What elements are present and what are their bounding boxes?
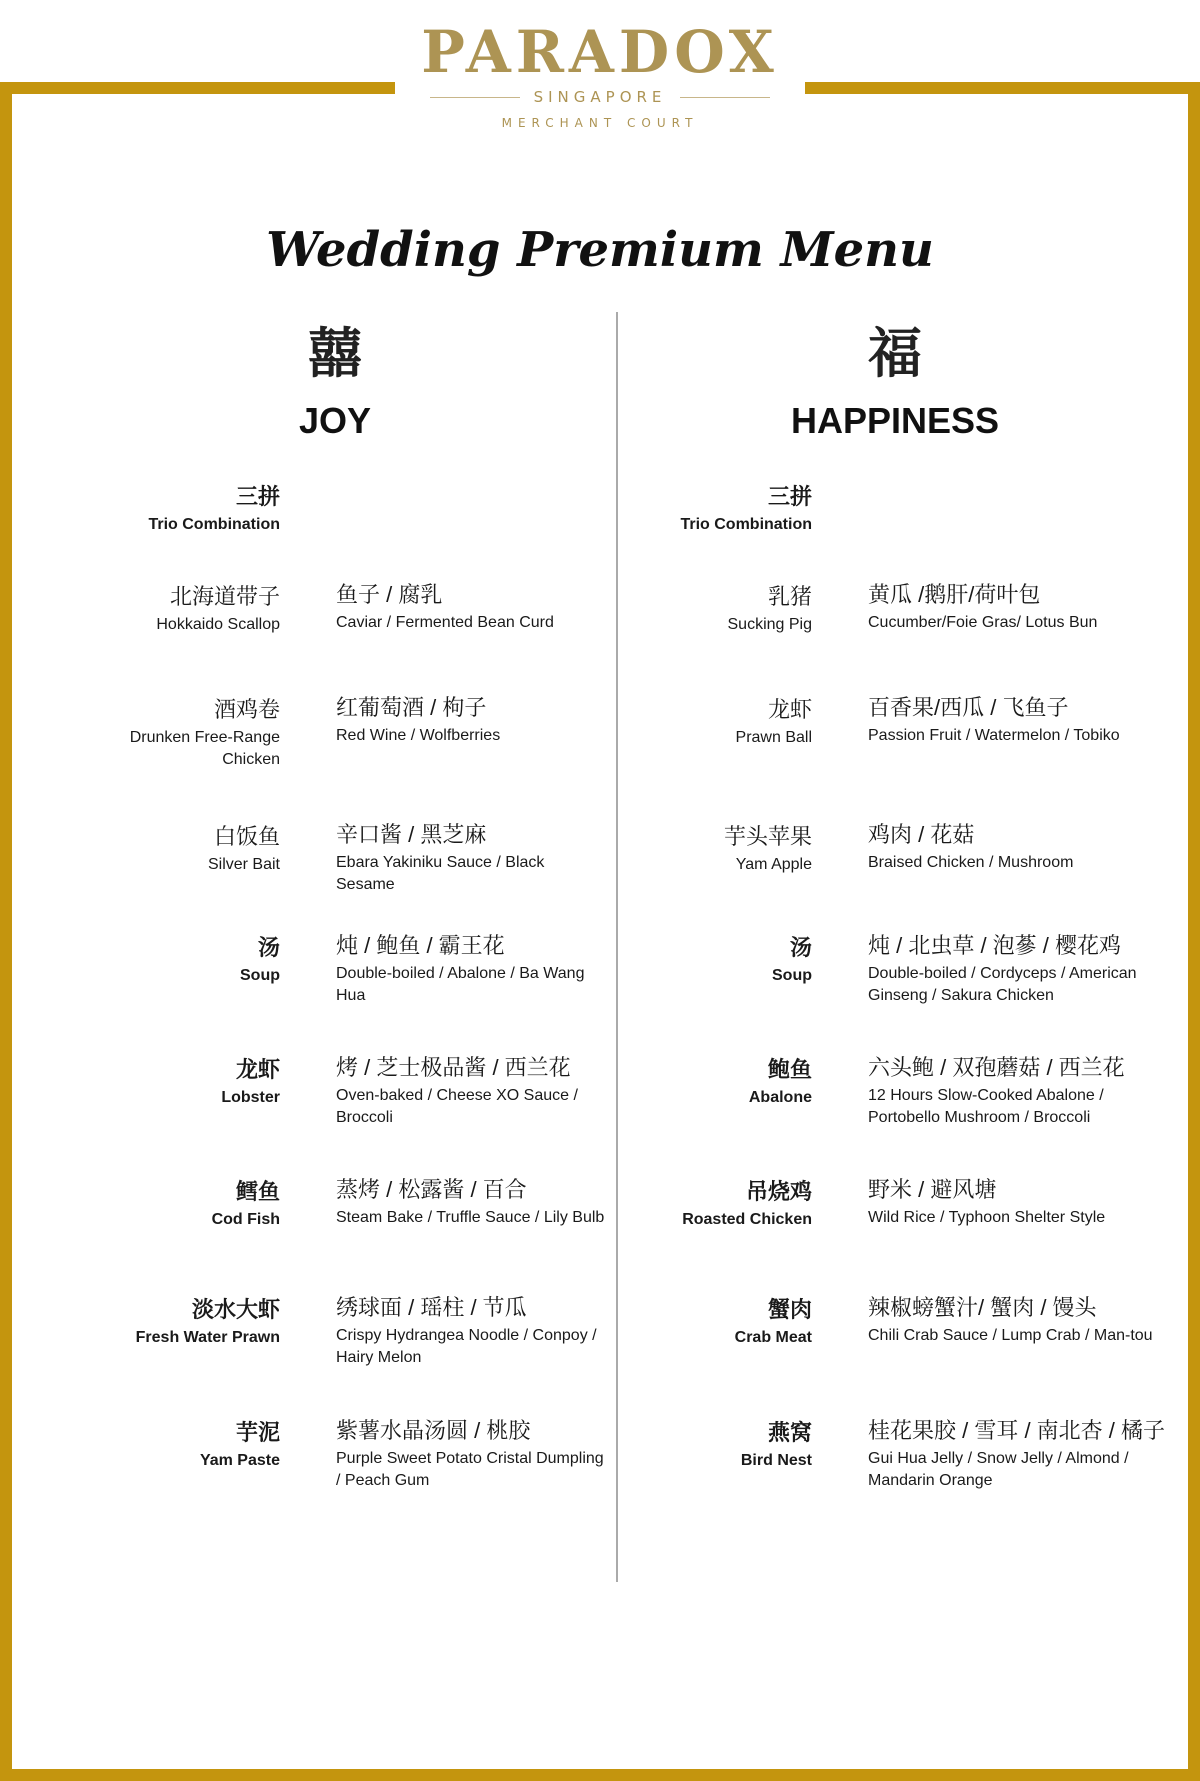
dish-name: [612, 1177, 812, 1231]
dish-description-en: Braised Chicken / Mushroom: [868, 854, 1074, 871]
dish-name-en: Fresh Water Prawn: [135, 1329, 280, 1346]
dish-name-zh: 鳕鱼: [235, 1179, 280, 1204]
column-title-en: HAPPINESS: [790, 400, 1000, 441]
dish-description-zh: 野米 / 避风塘: [868, 1177, 997, 1202]
menu-title: Wedding Premium Menu: [266, 222, 934, 278]
dish-description-en: Crispy Hydrangea Noodle / Conpoy / Hairy Melon: [336, 1327, 597, 1366]
dish-description-en: Gui Hua Jelly / Snow Jelly / Almond / Mandarin Orange: [868, 1450, 1129, 1489]
dish-name-zh: 鲍鱼: [767, 1057, 812, 1082]
dish-description: [336, 1053, 606, 1129]
dish-description-en: Caviar / Fermented Bean Curd: [336, 614, 554, 631]
dish-description-en: Oven-baked / Cheese XO Sauce / Broccoli: [336, 1087, 578, 1126]
dish-description-en: 12 Hours Slow-Cooked Abalone / Portobello Mushroom / Broccoli: [868, 1087, 1104, 1126]
dish-description: [336, 1416, 606, 1492]
dish-name: [80, 582, 280, 636]
brand-city-row: [395, 88, 805, 106]
logo-rule-right: [680, 97, 770, 98]
dish-description-en: Steam Bake / Truffle Sauce / Lily Bulb: [336, 1209, 605, 1226]
dish-description-zh: 黄瓜 /鹅肝/荷叶包: [868, 582, 1041, 607]
dish-description-en: Ebara Yakiniku Sauce / Black Sesame: [336, 854, 545, 893]
dish-name: [80, 1177, 280, 1231]
dish-description-zh: 绣球面 / 瑶柱 / 节瓜: [336, 1295, 527, 1320]
dish-name: [80, 1295, 280, 1349]
dish-description-zh: 辣椒螃蟹汁/ 蟹肉 / 馒头: [868, 1295, 1097, 1320]
dish-name-zh: 龙虾: [767, 697, 812, 722]
dish-name: [80, 933, 280, 987]
dish-description: [336, 820, 606, 896]
dish-description-zh: 六头鲍 / 双孢蘑菇 / 西兰花: [868, 1055, 1125, 1080]
dish-description: [336, 1175, 606, 1229]
dish-name: [612, 1418, 812, 1472]
dish-description-en: Cucumber/Foie Gras/ Lotus Bun: [868, 614, 1098, 631]
dish-name-zh: 酒鸡卷: [213, 697, 280, 722]
dish-description: [336, 931, 606, 1007]
dish-name-zh: 淡水大虾: [191, 1297, 280, 1322]
dish-name-en: Drunken Free-Range Chicken: [129, 729, 280, 768]
dish-name: [612, 482, 812, 536]
dish-name-zh: 龙虾: [235, 1057, 280, 1082]
dish-description: [336, 1293, 606, 1369]
dish-description-zh: 百香果/西瓜 / 飞鱼子: [868, 695, 1069, 720]
dish-name-en: Trio Combination: [148, 516, 280, 533]
dish-name: [612, 582, 812, 636]
dish-name-zh: 蟹肉: [767, 1297, 812, 1322]
dish-name-en: Hokkaido Scallop: [156, 616, 280, 633]
dish-name-en: Silver Bait: [207, 856, 280, 873]
dish-description-zh: 红葡萄酒 / 枸子: [336, 695, 487, 720]
dish-description: [868, 580, 1173, 634]
dish-description: [868, 820, 1173, 874]
dish-description-zh: 炖 / 北虫草 / 泡蔘 / 樱花鸡: [868, 933, 1122, 958]
dish-description-zh: 蒸烤 / 松露酱 / 百合: [336, 1177, 527, 1202]
dish-name-zh: 汤: [789, 935, 812, 960]
dish-description: [868, 1053, 1173, 1129]
dish-name-zh: 汤: [257, 935, 280, 960]
dish-name-en: Yam Apple: [735, 856, 812, 873]
dish-description: [336, 693, 606, 747]
dish-description-zh: 桂花果胶 / 雪耳 / 南北杏 / 橘子: [868, 1418, 1166, 1443]
dish-name: [80, 695, 280, 771]
dish-description-en: Red Wine / Wolfberries: [336, 727, 501, 744]
dish-name: [80, 1418, 280, 1472]
dish-name-en: Cod Fish: [211, 1211, 280, 1228]
dish-name-en: Soup: [240, 967, 280, 984]
dish-description: [868, 693, 1173, 747]
dish-name-zh: 白饭鱼: [213, 824, 280, 849]
dish-description-en: Double-boiled / Abalone / Ba Wang Hua: [336, 965, 585, 1004]
logo-rule-left: [430, 97, 520, 98]
dish-description-en: Wild Rice / Typhoon Shelter Style: [868, 1209, 1106, 1226]
dish-name: [80, 822, 280, 876]
dish-description-zh: 鱼子 / 腐乳: [336, 582, 443, 607]
dish-name: [612, 1055, 812, 1109]
dish-name-en: Prawn Ball: [735, 729, 812, 746]
dish-description-en: Chili Crab Sauce / Lump Crab / Man-tou: [868, 1327, 1153, 1344]
dish-name-en: Yam Paste: [199, 1452, 280, 1469]
dish-name-en: Lobster: [221, 1089, 280, 1106]
column-title-zh: 囍: [308, 324, 362, 384]
dish-description-zh: 炖 / 鲍鱼 / 霸王花: [336, 933, 505, 958]
dish-name-en: Trio Combination: [680, 516, 812, 533]
dish-name: [612, 933, 812, 987]
dish-name-zh: 芋头苹果: [723, 824, 812, 849]
dish-name: [80, 482, 280, 536]
dish-name-en: Sucking Pig: [727, 616, 812, 633]
dish-description: [868, 931, 1173, 1007]
dish-description: [868, 1175, 1173, 1229]
brand-city: SINGAPORE: [533, 88, 667, 106]
dish-name-en: Abalone: [748, 1089, 812, 1106]
dish-name-zh: 燕窝: [767, 1420, 812, 1445]
dish-name: [80, 1055, 280, 1109]
dish-description-zh: 烤 / 芝士极品酱 / 西兰花: [336, 1055, 571, 1080]
brand-logo: [395, 18, 805, 130]
dish-name-zh: 北海道带子: [169, 584, 280, 609]
dish-description-en: Passion Fruit / Watermelon / Tobiko: [868, 727, 1120, 744]
dish-description-en: Purple Sweet Potato Cristal Dumpling / Peach Gum: [336, 1450, 604, 1489]
brand-name: PARADOX: [421, 18, 779, 86]
dish-name-en: Soup: [772, 967, 812, 984]
dish-name: [612, 695, 812, 749]
dish-description-en: Double-boiled / Cordyceps / American Ginseng / Sakura Chicken: [868, 965, 1137, 1004]
dish-name-en: Roasted Chicken: [682, 1211, 812, 1228]
dish-name-zh: 三拼: [767, 484, 812, 509]
column-title-zh: 福: [868, 324, 922, 384]
dish-description-zh: 鸡肉 / 花菇: [868, 822, 975, 847]
dish-description-zh: 紫薯水晶汤圆 / 桃胶: [336, 1418, 531, 1443]
dish-name-zh: 芋泥: [235, 1420, 280, 1445]
column-header-joy: [185, 322, 485, 442]
dish-description: [336, 580, 606, 634]
dish-name-zh: 三拼: [235, 484, 280, 509]
dish-name-zh: 乳猪: [767, 584, 812, 609]
dish-name-en: Crab Meat: [734, 1329, 812, 1346]
dish-name: [612, 1295, 812, 1349]
dish-name-en: Bird Nest: [740, 1452, 812, 1469]
dish-description-zh: 辛口酱 / 黑芝麻: [336, 822, 487, 847]
dish-name: [612, 822, 812, 876]
dish-description: [868, 1293, 1173, 1347]
column-title-en: JOY: [298, 400, 372, 441]
dish-name-zh: 吊烧鸡: [745, 1179, 812, 1204]
brand-property: MERCHANT COURT: [501, 116, 699, 130]
column-header-happiness: [745, 322, 1045, 442]
dish-description: [868, 1416, 1173, 1492]
